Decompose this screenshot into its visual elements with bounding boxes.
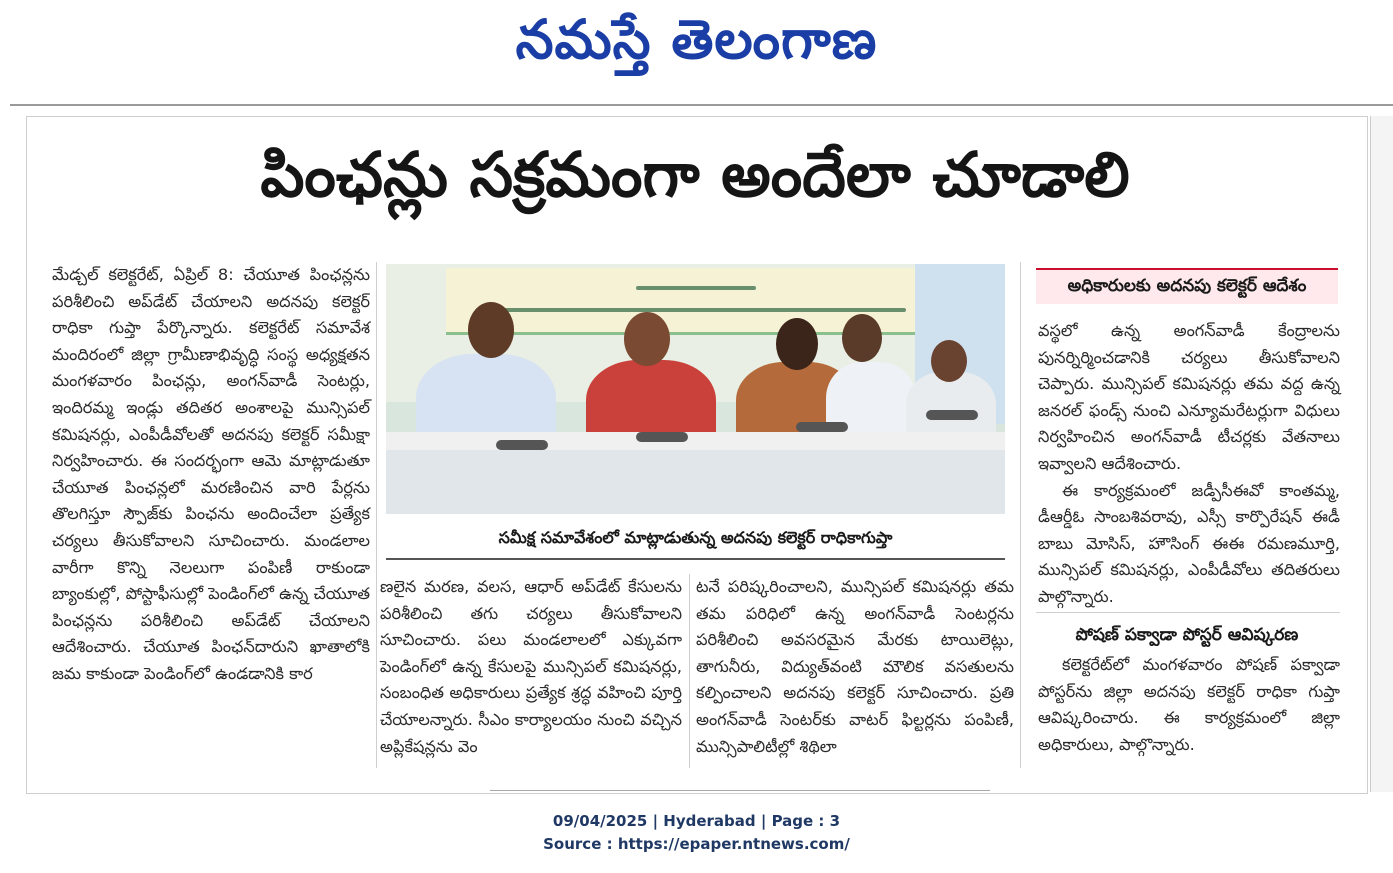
photo-caption: సమీక్ష సమావేశంలో మాట్లాడుతున్న అదనపు కలెక్టర్ రాధికాగుప్తా (386, 518, 1005, 560)
conference-table-front (386, 450, 1005, 514)
person-5-head (931, 340, 967, 382)
microphone (636, 432, 688, 442)
column-divider (376, 262, 377, 768)
article-photo (386, 264, 1005, 514)
column-2-text: ణలైన మరణ, వలస, ఆధార్ అప్‌డేట్ కేసులను పరిశీలించి తగు చర్యలు తీసుకోవాలని సూచించారు. పలు మండలాలలో ఎక్కువగా పెండింగ్‌లో ఉన్న కేసులపై మున్సిపల్ కమిషనర్లు, సంబంధిత అధికారులు ప్రత్యేక శ్రద్ధ వహించి పూర్తి చేయాలన్నారు. సీఎం కార్యాలయం నుంచి వచ్చిన అప్లికేషన్లను వెం (380, 577, 682, 756)
column-divider (1020, 262, 1021, 768)
column-divider (689, 574, 690, 768)
microphone (796, 422, 848, 432)
column-4-text-2: ఈ కార్యక్రమంలో జడ్పీసీఈవో కాంతమ్మ, డీఆర్డీఓ సాంబశివరావు, ఎస్సీ కార్పొరేషన్ ఈడీ బాబు మోసిస్, హౌసింగ్ ఈఈ రమణమూర్తి, మున్సిపల్ కమిషనర్లు, ఎంపీడీవోలు తదితరులు పాల్గొన్నారు. (1038, 480, 1340, 606)
footer-date-line: 09/04/2025 | Hyderabad | Page : 3 (552, 812, 841, 830)
subheading-officials-order: అధికారులకు అదనపు కలెక్టర్ ఆదేశం (1036, 268, 1338, 304)
column-4b-text: కలెక్టరేట్‌లో మంగళవారం పోషణ్ పక్వాడా పోస్టర్‌ను జిల్లా అదనపు కలెక్టర్ రాధికా గుప్తా ఆవిష్కరించారు. ఈ కార్యక్రమంలో జిల్లా అధికారులు, పాల్గొన్నారు. (1038, 655, 1340, 754)
column-4-text: వస్థలో ఉన్న అంగన్‌వాడీ కేంద్రాలను పునర్నిర్మించడానికి చర్యలు తీసుకోవాలని చెప్పారు. మున్సిపల్ కమిషనర్లు తమ వద్ద ఉన్న జనరల్ ఫండ్స్ నుంచి ఎన్యూమరేటర్లుగా విధులు నిర్వహించిన అంగన్‌వాడీ టీచర్లకు వేతనాలు ఇవ్వాలని ఆదేశించారు. (1038, 321, 1340, 473)
newspaper-masthead: నమస్తే తెలంగాణ (515, 8, 878, 71)
article-column-3 (696, 574, 1014, 760)
column-3-text: టనే పరిష్కరించాలని, మున్సిపల్ కమిషనర్లు తమ తమ పరిధిలో ఉన్న అంగన్‌వాడీ సెంటర్లను పరిశీలించి అవసరమైన మేరకు టాయిలెట్లు, తాగునీరు, విద్యుత్‌వంటి మౌలిక వసతులను కల్పించాలని అదనపు కలెక్టర్ సూచించారు. ప్రతి అంగన్‌వాడీ సెంటర్‌కు వాటర్ ఫిల్టర్లను పంపిణీ, మున్సిపాలిటీల్లో శిథిలా (696, 577, 1014, 756)
person-3-head (776, 318, 818, 370)
adjacent-page-edge (1370, 116, 1393, 792)
person-2-head (624, 312, 670, 366)
article-column-1 (52, 262, 370, 688)
article-column-4b (1038, 652, 1340, 758)
column-1-text: మేడ్చల్ కలెక్టరేట్, ఏప్రిల్ 8: చేయూత పింఛన్లను పరిశీలించి అప్‌డేట్ చేయాలని అదనపు కలెక్టర్ రాధికా గుప్తా పేర్కొన్నారు. కలెక్టరేట్ సమావేశ మందిరంలో జిల్లా గ్రామీణాభివృద్ధి సంస్థ అధ్యక్షతన మంగళవారం పింఛన్లు, అంగన్‌వాడీ సెంటర్లు, ఇందిరమ్మ ఇండ్లు తదితర అంశాలపై మున్సిపల్ కమిషనర్లు, ఎంపీడీవోలతో అదనపు కలెక్టర్ సమీక్షా నిర్వహించారు. ఈ సందర్భంగా ఆమె మాట్లాడుతూ చేయూత పింఛన్లలో మరణించిన వారి పేర్లను తొలగిస్తూ స్పౌజ్‌కు పింఛను అందించేలా ప్రత్యేక చర్యలు తీసుకోవాలని సూచించారు. మండలాల వారీగా కొన్ని నెలలుగా పంపిణీ రాకుండా బ్యాంకుల్లో, పోస్టాఫీసుల్లో పెండింగ్‌లో ఉన్న చేయూత పింఛన్లను పరిశీలించి అప్‌డేట్ చేయాలని ఆదేశించారు. చేయూత పింఛన్‌దారుని ఖాతాలోకి జమ కాకుండా పెండింగ్‌లో ఉండడానికి కార (52, 265, 370, 683)
clip-bottom-rule (490, 790, 990, 791)
masthead-divider (10, 104, 1393, 106)
section-divider (1036, 612, 1340, 613)
article-headline: పింఛన్లు సక్రమంగా అందేలా చూడాలి (260, 138, 1130, 211)
microphone (926, 410, 978, 420)
person-4-head (842, 314, 882, 362)
footer-source-line: Source : https://epaper.ntnews.com/ (543, 835, 850, 853)
microphone (496, 440, 548, 450)
article-column-4 (1038, 318, 1340, 611)
person-1-head (468, 302, 514, 358)
photo-banner (446, 268, 956, 335)
article-column-2 (380, 574, 682, 760)
subheading-poshan-poster: పోషణ్ పక్వాడా పోస్టర్ ఆవిష్కరణ (1075, 625, 1299, 645)
